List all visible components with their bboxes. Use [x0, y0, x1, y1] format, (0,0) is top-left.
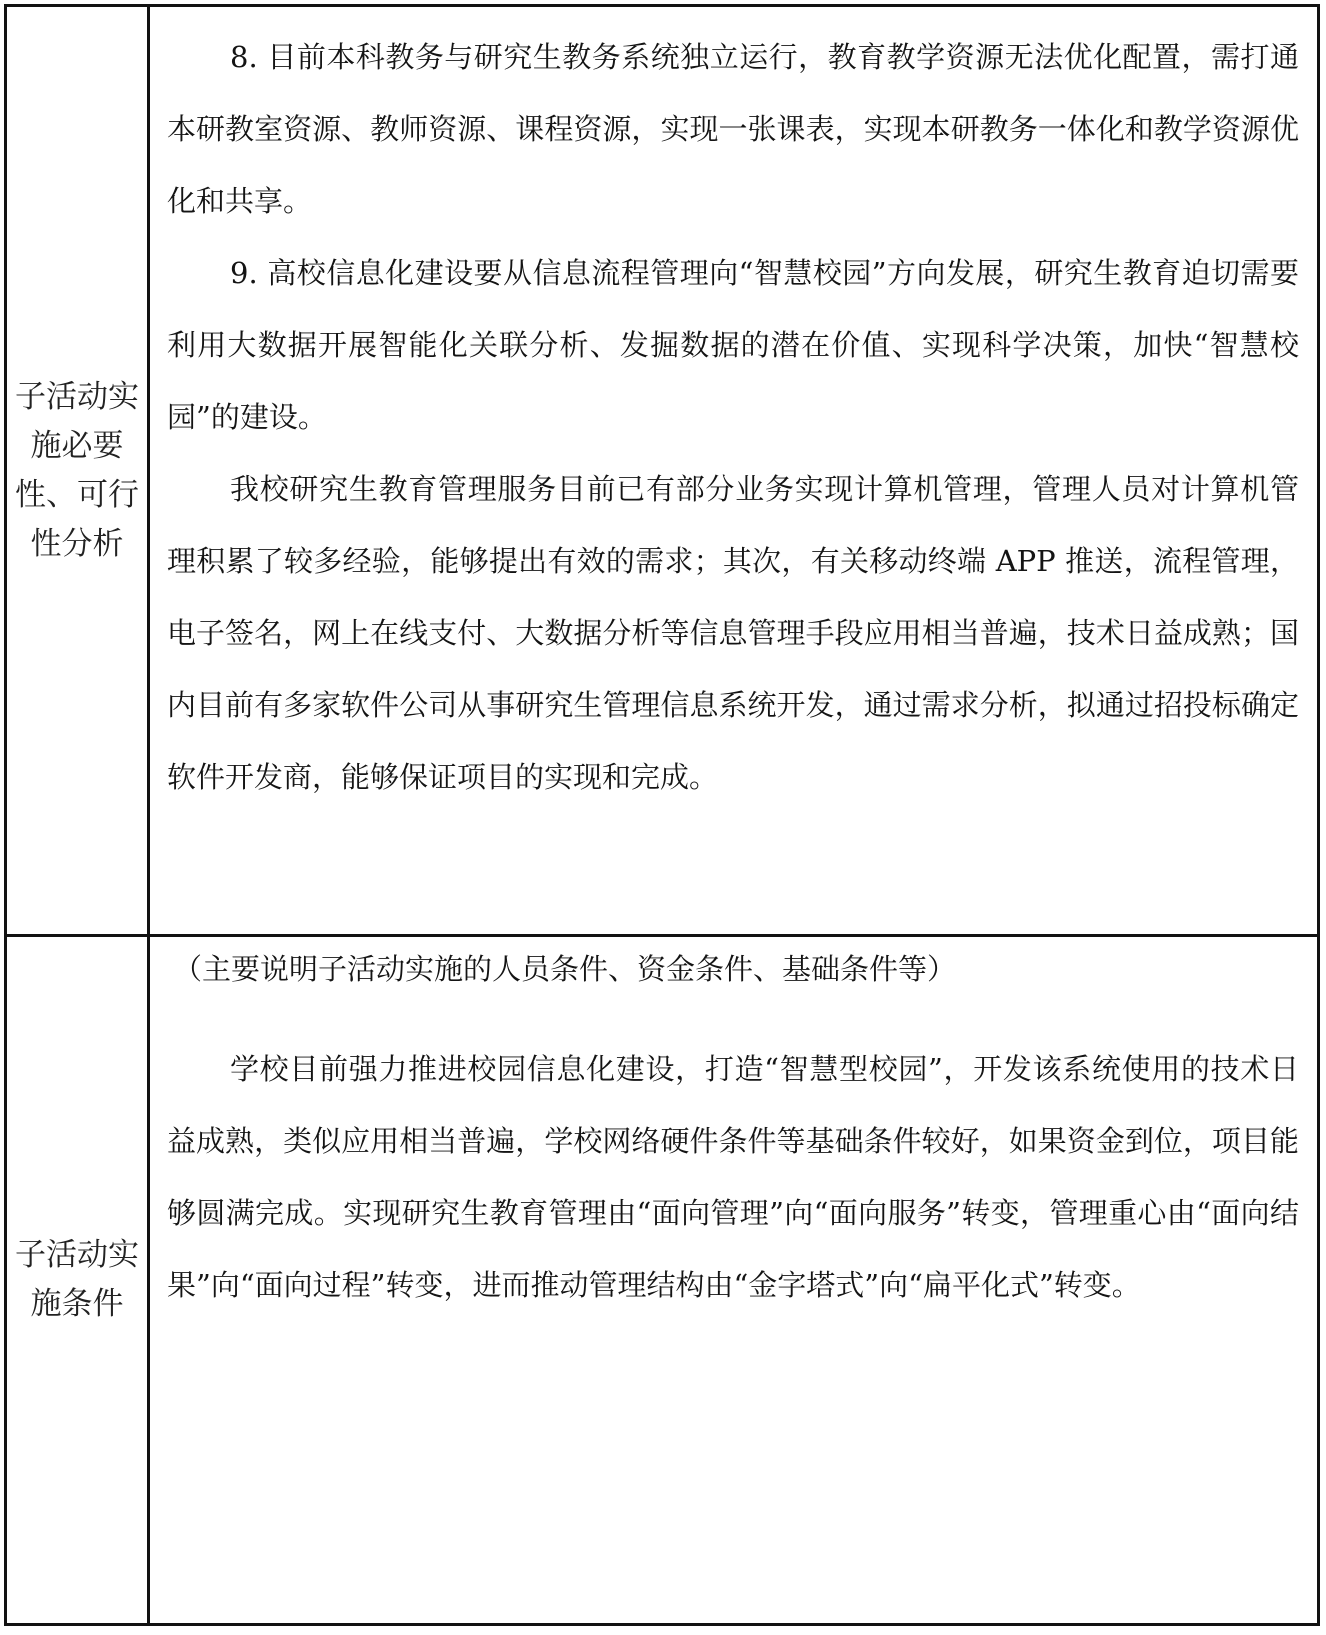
row-label-cell: [6, 6, 149, 936]
row-content-cell: [149, 6, 1319, 936]
row-label-conditions: 子活动实施条件: [15, 1237, 139, 1322]
row-content-cell: [149, 936, 1319, 1625]
table-row-necessity: [6, 6, 1319, 936]
row-label-cell: [6, 936, 149, 1625]
paragraph-item-9: 9. 高校信息化建设要从信息流程管理向“智慧校园”方向发展，研究生教育迫切需要利用大数据开展智能化关联分析、发掘数据的潜在价值、实现科学决策，加快“智慧校园”的建设。: [167, 256, 1299, 434]
conditions-note: （主要说明子活动实施的人员条件、资金条件、基础条件等）: [173, 952, 957, 986]
paragraph-feasibility: 我校研究生教育管理服务目前已有部分业务实现计算机管理，管理人员对计算机管理积累了较多经验，能够提出有效的需求；其次，有关移动终端 APP 推送，流程管理，电子签名，网上在线支付、大数据分析等信息管理手段应用相当普遍，技术日益成熟；国内目前有多家软件公司从事研究生管理信息系统开发，通过需求分析，拟通过招投标确定软件开发商，能够保证项目的实现和完成。: [167, 472, 1299, 794]
analysis-table: [4, 4, 1320, 1626]
row-label-necessity: 子活动实施必要性、可行性分析: [15, 378, 139, 562]
table-row-conditions: [6, 936, 1319, 1625]
spacer: [167, 995, 1299, 1033]
paragraph-item-8: 8. 目前本科教务与研究生教务系统独立运行，教育教学资源无法优化配置，需打通本研教室资源、教师资源、课程资源，实现一张课表，实现本研教务一体化和教学资源优化和共享。: [167, 40, 1299, 218]
paragraph-conditions: 学校目前强力推进校园信息化建设，打造“智慧型校园”，开发该系统使用的技术日益成熟，类似应用相当普遍，学校网络硬件条件等基础条件较好，如果资金到位，项目能够圆满完成。实现研究生教育管理由“面向管理”向“面向服务”转变，管理重心由“面向结果”向“面向过程”转变，进而推动管理结构由“金字塔式”向“扁平化式”转变。: [167, 1052, 1299, 1302]
